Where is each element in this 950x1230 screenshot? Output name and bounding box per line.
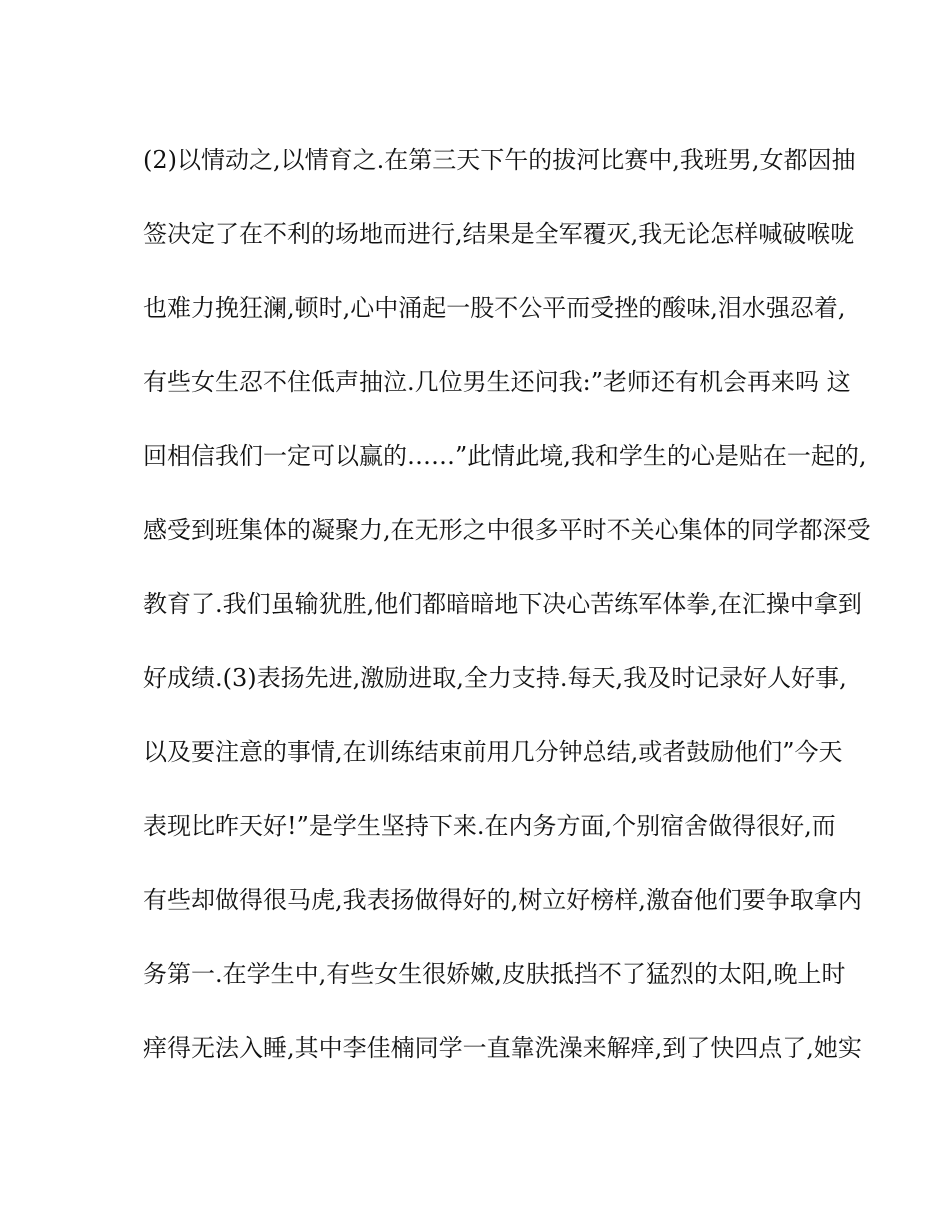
text-line: (2)以情动之,以情育之.在第三天下午的拔河比赛中,我班男,女都因抽	[143, 146, 856, 174]
text-line: 教育了.我们虽输犹胜,他们都暗暗地下决心苦练军体拳,在汇操中拿到	[143, 590, 862, 618]
text-line: 感受到班集体的凝聚力,在无形之中很多平时不关心集体的同学都深受	[143, 516, 871, 544]
text-line: 签决定了在不利的场地而进行,结果是全军覆灭,我无论怎样喊破喉咙	[143, 220, 855, 248]
text-line: 痒得无法入睡,其中李佳楠同学一直靠洗澡来解痒,到了快四点了,她实	[143, 1034, 862, 1062]
text-line: 表现比昨天好!”是学生坚持下来.在内务方面,个别宿舍做得很好,而	[143, 812, 836, 840]
text-line: 好成绩.(3)表扬先进,激励进取,全力支持.每天,我及时记录好人好事,	[143, 664, 847, 692]
text-line: 有些却做得很马虎,我表扬做得好的,树立好榜样,激奋他们要争取拿内	[143, 886, 862, 914]
text-line: 回相信我们一定可以赢的……”此情此境,我和学生的心是贴在一起的,	[143, 442, 867, 470]
text-line: 有些女生忍不住低声抽泣.几位男生还问我:”老师还有机会再来吗 这	[143, 368, 851, 396]
text-line: 也难力挽狂澜,顿时,心中涌起一股不公平而受挫的酸味,泪水强忍着,	[143, 294, 846, 322]
text-line: 以及要注意的事情,在训练结束前用几分钟总结,或者鼓励他们”今天	[143, 738, 843, 766]
text-line: 务第一.在学生中,有些女生很娇嫩,皮肤抵挡不了猛烈的太阳,晚上时	[143, 960, 846, 988]
